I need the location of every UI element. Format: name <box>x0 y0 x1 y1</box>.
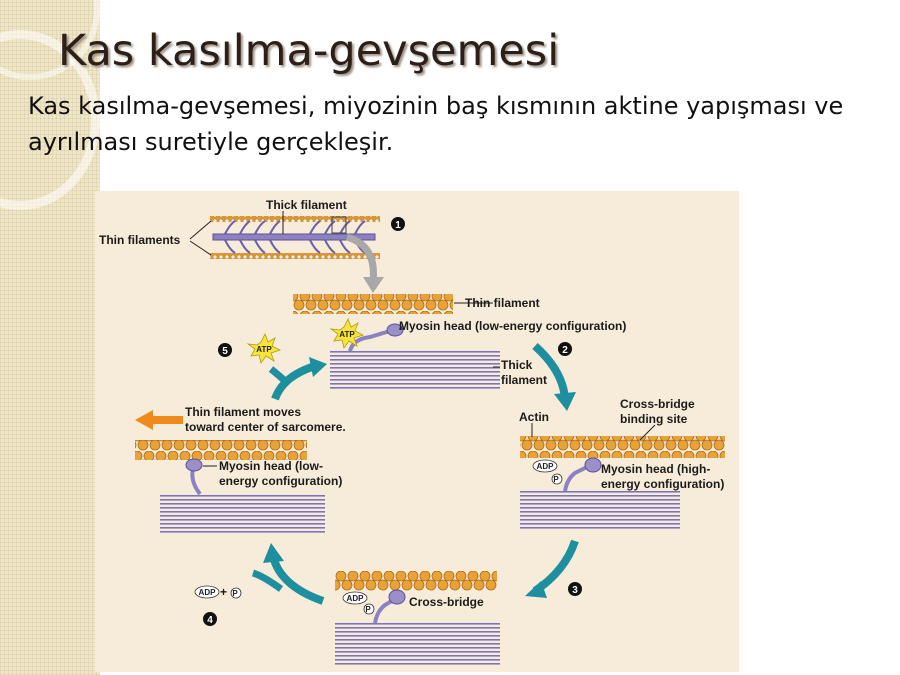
myosin-head <box>389 590 405 604</box>
cycle-arrowhead <box>554 392 576 411</box>
label-cross-bridge: Cross-bridge <box>409 595 484 609</box>
thin-filament-actin <box>520 436 725 458</box>
crossbridge-cycle-figure <box>95 191 739 672</box>
thick-filament-lines <box>335 623 500 667</box>
cycle-arrow <box>273 556 323 601</box>
thin-filament-actin <box>293 294 453 314</box>
crossbridge-cycle-diagram <box>95 191 739 672</box>
thick-filament-lines <box>520 491 680 531</box>
label-myosin-high-line1: Myosin head (high- <box>601 462 711 476</box>
thin-filament-bottom <box>210 253 380 259</box>
label-crossbridge-site-line2: binding site <box>620 412 688 426</box>
step-number: 4 <box>207 615 213 626</box>
label-thick-line1: Thick <box>501 358 533 372</box>
slide-title: Kas kasılma-gevşemesi <box>58 26 560 76</box>
label-thin-filaments: Thin filaments <box>99 233 181 247</box>
adp-label: ADP <box>536 462 554 471</box>
slide-body-text: Kas kasılma-gevşemesi, miyozinin baş kısmının aktine yapışması ve ayrılması suretiyle gerçekleşir. <box>28 92 844 156</box>
label-thick-filament: Thick filament <box>266 198 347 212</box>
pi-label: P <box>553 475 559 484</box>
pi-label: P <box>365 605 371 614</box>
label-myosin-low-line1: Myosin head (low- <box>219 459 324 473</box>
atp-label: ATP <box>339 330 355 339</box>
cycle-arrowhead <box>309 357 327 377</box>
label-crossbridge-site-line1: Cross-bridge <box>620 397 695 411</box>
step-number: 2 <box>562 345 568 356</box>
released-adp-label: ADP <box>198 588 216 597</box>
step4-panel <box>335 571 500 667</box>
release-branch <box>253 573 281 589</box>
label-myosin-high-line2: energy configuration) <box>601 477 725 491</box>
thick-filament-lines <box>160 494 325 534</box>
step-number: 5 <box>222 346 228 357</box>
cycle-arrowhead <box>263 543 284 563</box>
label-moves-line1: Thin filament moves <box>185 405 302 419</box>
released-pi-label: P <box>232 589 238 598</box>
label-moves-line2: toward center of sarcomere. <box>185 420 346 434</box>
atp-entry-branch <box>271 369 287 383</box>
thin-filament-actin <box>135 440 307 460</box>
movement-arrow <box>135 410 183 430</box>
label-myosin-low-line2: energy configuration) <box>219 474 343 488</box>
label-thin-filament: Thin filament <box>465 296 540 310</box>
zoom-arrowhead <box>363 277 384 293</box>
myosin-head <box>585 458 601 472</box>
cycle-arrow <box>275 366 315 399</box>
label-myosin-low-energy: Myosin head (low-energy configuration) <box>399 319 627 333</box>
label-thick-line2: filament <box>501 373 548 387</box>
label-actin: Actin <box>519 410 549 424</box>
step-number: 1 <box>395 220 401 231</box>
myosin-neck <box>565 467 587 491</box>
adp-label: ADP <box>346 594 364 603</box>
plus-sign: + <box>220 585 228 599</box>
myosin-head <box>186 459 202 471</box>
atp-label: ATP <box>256 345 272 354</box>
thin-filament-actin <box>335 571 497 591</box>
step-number: 3 <box>572 585 578 596</box>
thin-filament-top <box>210 216 380 222</box>
thick-filament-lines <box>330 351 500 389</box>
myosin-neck <box>192 469 200 494</box>
